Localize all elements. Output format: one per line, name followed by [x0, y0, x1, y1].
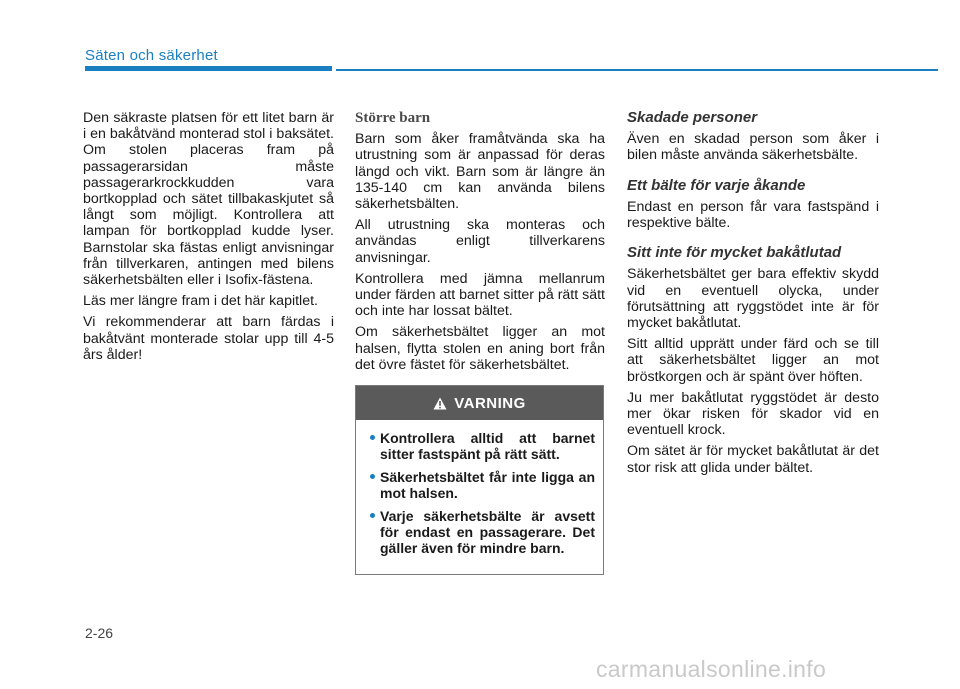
warning-header — [356, 386, 603, 420]
paragraph: Om säkerhetsbältet ligger an mot halsen, flytta stolen en aning bort från det övre fästet för säkerhetsbältet. — [355, 324, 605, 373]
page-number: 2-26 — [85, 625, 114, 641]
subheading-reclined-seat: Sitt inte för mycket bakåtlutad — [627, 244, 842, 262]
column-right — [627, 110, 879, 481]
paragraph: Vi rekommenderar att barn färdas i bakåtvänt monterade stolar upp till 4-5 års ålder! — [83, 314, 334, 363]
column-left — [83, 110, 334, 368]
warning-box — [355, 385, 604, 575]
paragraph: Sitt alltid upprätt under färd och se till att säkerhetsbältet ligger an mot bröstkorgen och är spänt över höften. — [627, 336, 879, 385]
paragraph: All utrustning ska monteras och användas enligt tillverkarens anvisningar. — [355, 217, 605, 266]
paragraph: Kontrollera med jämna mellanrum under färden att barnet sitter på rätt sätt och inte har lossat bältet. — [355, 270, 605, 320]
paragraph: Barn som åker framåtvända ska ha utrustning som är anpassad för deras längd och vikt. Barn som är längre än 135-140 cm kan använda bilens säkerhetsbälten. — [355, 131, 605, 213]
warning-title: VARNING — [454, 394, 526, 412]
paragraph: Om sätet är för mycket bakåtlutat är det stor risk att glida under bältet. — [627, 443, 879, 476]
warning-item-text: Varje säkerhetsbälte är avsett för endast en passagerare. Det gäller även för mindre barn. — [380, 508, 595, 556]
bullet-icon — [370, 435, 375, 440]
warning-item-text: Kontrollera alltid att barnet sitter fastspänt på rätt sätt. — [380, 430, 595, 462]
paragraph: Den säkraste platsen för ett litet barn är i en bakåtvänd monterad stol i baksätet. Om stolen placeras fram på passagerarsidan måste passagerarkrockkudden vara bortkopplad och sätet tillbakaskjutet så långt som möjligt. Kontrollera att lampan för bortkopplad kudde lyser. Barnstolar ska fästas enligt anvisningar från tillverkaren, antingen med bilens säkerhetsbälten eller i Isofix-fästena. — [83, 110, 334, 289]
warning-item — [370, 508, 595, 556]
column-middle — [355, 110, 605, 378]
bullet-icon — [370, 513, 375, 518]
section-title: Säten och säkerhet — [85, 47, 218, 64]
subheading-one-belt-each: Ett bälte för varje åkande — [627, 176, 806, 194]
warning-item — [370, 430, 595, 462]
subheading-injured-persons: Skadade personer — [627, 109, 758, 126]
paragraph: Endast en person får vara fastspänd i respektive bälte. — [627, 198, 879, 232]
paragraph: Läs mer längre fram i det här kapitlet. — [83, 293, 318, 310]
warning-triangle-icon — [433, 397, 447, 410]
warning-item — [370, 469, 595, 501]
header-rule-thick — [85, 66, 332, 71]
paragraph: Även en skadad person som åker i bilen måste använda säkerhetsbälte. — [627, 131, 879, 164]
warning-list — [356, 420, 603, 556]
watermark-link[interactable]: carmanualsonline.info — [596, 656, 827, 682]
header-rule-thin — [336, 69, 938, 71]
paragraph: Ju mer bakåtlutat ryggstödet är desto mer ökar risken för skador vid en eventuell krock. — [627, 389, 879, 439]
paragraph: Säkerhetsbältet ger bara effektiv skydd vid en eventuell olycka, under förutsättning att ryggstödet inte är för mycket bakåtlutat. — [627, 266, 879, 332]
bullet-icon — [370, 474, 375, 479]
subheading-larger-children: Större barn — [355, 110, 431, 126]
warning-item-text: Säkerhetsbältet får inte ligga an mot halsen. — [380, 469, 595, 501]
